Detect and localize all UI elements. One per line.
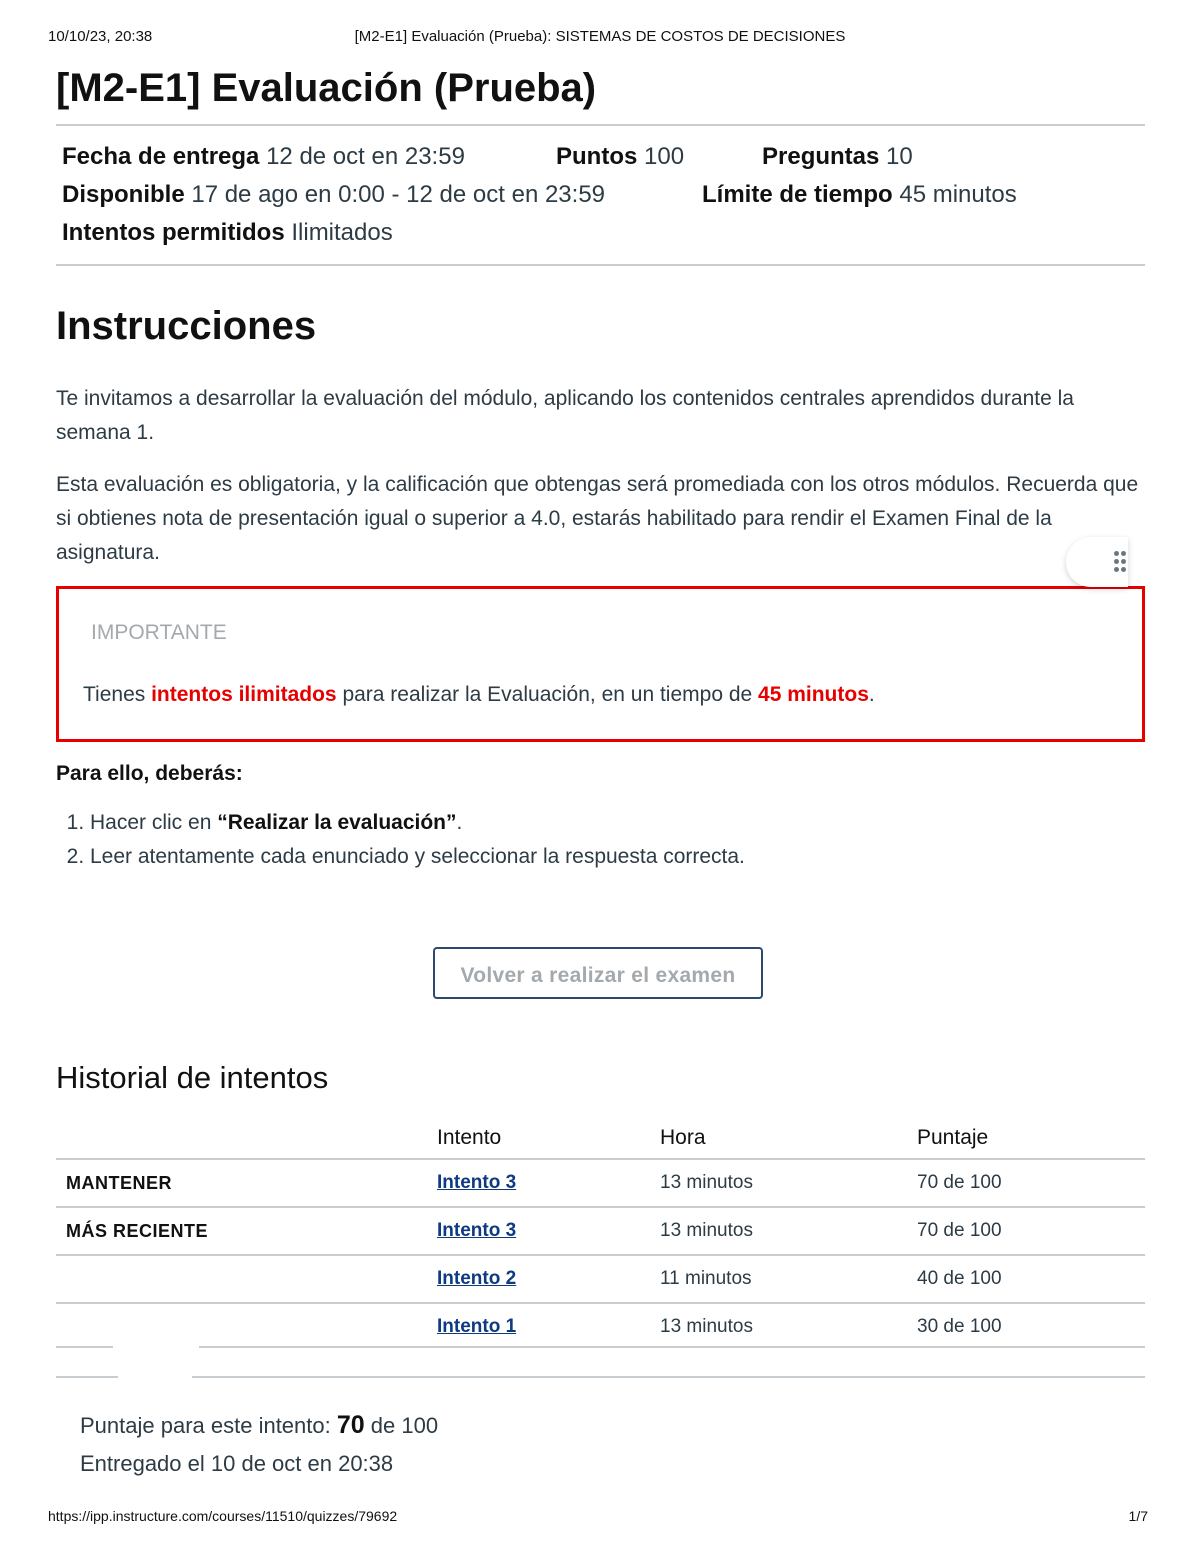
attempt-time: 11 minutos [660, 1255, 917, 1303]
quiz-content [56, 60, 1145, 1476]
table-row [56, 1255, 1145, 1303]
print-doc-title: [M2-E1] Evaluación (Prueba): SISTEMAS DE COSTOS DE DECISIONES [354, 28, 846, 45]
attempt-history-table [56, 1118, 1145, 1350]
attempt-tag: MÁS RECIENTE [56, 1207, 437, 1255]
step-item: 2. Leer atentamente cada enunciado y seleccionar la respuesta correcta. [90, 840, 745, 874]
side-panel-handle[interactable] [1066, 537, 1128, 587]
column-header: Intento [437, 1118, 660, 1159]
steps-list [56, 806, 745, 874]
allowed-attempts: Intentos permitidos Ilimitados [62, 219, 393, 246]
instructions-paragraph-2: Esta evaluación es obligatoria, y la calificación que obtengas será promediada con los otros módulos. Recuerda que si obtienes nota de presentación igual o superior a 4.0, estarás habilitado para rendir el Examen Final de la asignatura. [56, 473, 1139, 564]
table-row [56, 1303, 1145, 1350]
instructions-heading: Instrucciones [56, 304, 317, 348]
availability: Disponible 17 de ago en 0:00 - 12 de oct en 23:59 [62, 181, 606, 208]
drag-grip-icon [1114, 551, 1128, 573]
divider [56, 1346, 113, 1348]
attempt-link[interactable]: Intento 3 [437, 1220, 517, 1241]
attempt-score: 70 de 100 [917, 1159, 1145, 1207]
attempt-time: 13 minutos [660, 1159, 917, 1207]
table-bottom-rules [56, 1346, 1145, 1378]
page-title: [M2-E1] Evaluación (Prueba) [56, 66, 597, 110]
divider [56, 264, 1145, 266]
attempt-link[interactable]: Intento 3 [437, 1172, 517, 1193]
print-header [48, 28, 1152, 48]
questions: Preguntas 10 [762, 143, 913, 170]
details-row-3 [62, 214, 1139, 252]
score-value: 70 [336, 1411, 365, 1439]
column-header: Hora [660, 1118, 917, 1159]
attempt-score-line: Puntaje para este intento: 70 de 100 [80, 1411, 439, 1439]
table-row [56, 1207, 1145, 1255]
time-limit: Límite de tiempo 45 minutos [702, 181, 1017, 208]
points: Puntos 100 [556, 143, 685, 170]
retake-quiz-button[interactable]: Volver a realizar el examen [433, 947, 763, 999]
step-item: 1. Hacer clic en “Realizar la evaluación”. [90, 806, 745, 840]
score-summary [80, 1406, 438, 1483]
attempt-tag [56, 1255, 437, 1303]
quiz-details [56, 126, 1145, 264]
print-date: 10/10/23, 20:38 [48, 28, 153, 45]
important-callout [56, 586, 1145, 742]
important-label: IMPORTANTE [91, 621, 227, 644]
table-row [56, 1159, 1145, 1207]
attempt-score: 70 de 100 [917, 1207, 1145, 1255]
print-url: https://ipp.instructure.com/courses/11510/quizzes/79692 [48, 1508, 398, 1524]
submitted-line: Entregado el 10 de oct en 20:38 [80, 1451, 394, 1476]
steps-title: Para ello, deberás: [56, 762, 243, 785]
table-header-row [56, 1118, 1145, 1159]
details-row-2 [62, 176, 1139, 214]
attempt-score: 40 de 100 [917, 1255, 1145, 1303]
divider [56, 1376, 118, 1378]
page-number: 1/7 [1128, 1508, 1148, 1524]
details-row-1 [62, 138, 1139, 176]
attempt-score: 30 de 100 [917, 1316, 1002, 1337]
column-header: Puntaje [917, 1118, 1145, 1159]
attempt-time: 13 minutos [660, 1207, 917, 1255]
attempt-tag: MANTENER [56, 1159, 437, 1207]
column-header [56, 1118, 437, 1159]
divider [199, 1346, 1145, 1348]
attempt-history-heading: Historial de intentos [56, 1060, 329, 1095]
print-footer [48, 1508, 1148, 1528]
divider [192, 1376, 1145, 1378]
attempt-time: 13 minutos [660, 1316, 753, 1337]
important-message: Tienes intentos ilimitados para realizar la Evaluación, en un tiempo de 45 minutos. [83, 683, 875, 706]
attempt-tag [56, 1303, 437, 1350]
attempt-link[interactable]: Intento 2 [437, 1268, 517, 1289]
attempt-link[interactable]: Intento 1 [437, 1316, 517, 1337]
instructions-paragraph-1: Te invitamos a desarrollar la evaluación del módulo, aplicando los contenidos centrales aprendidos durante la semana 1. [56, 387, 1074, 444]
due-date: Fecha de entrega 12 de oct en 23:59 [62, 143, 465, 170]
